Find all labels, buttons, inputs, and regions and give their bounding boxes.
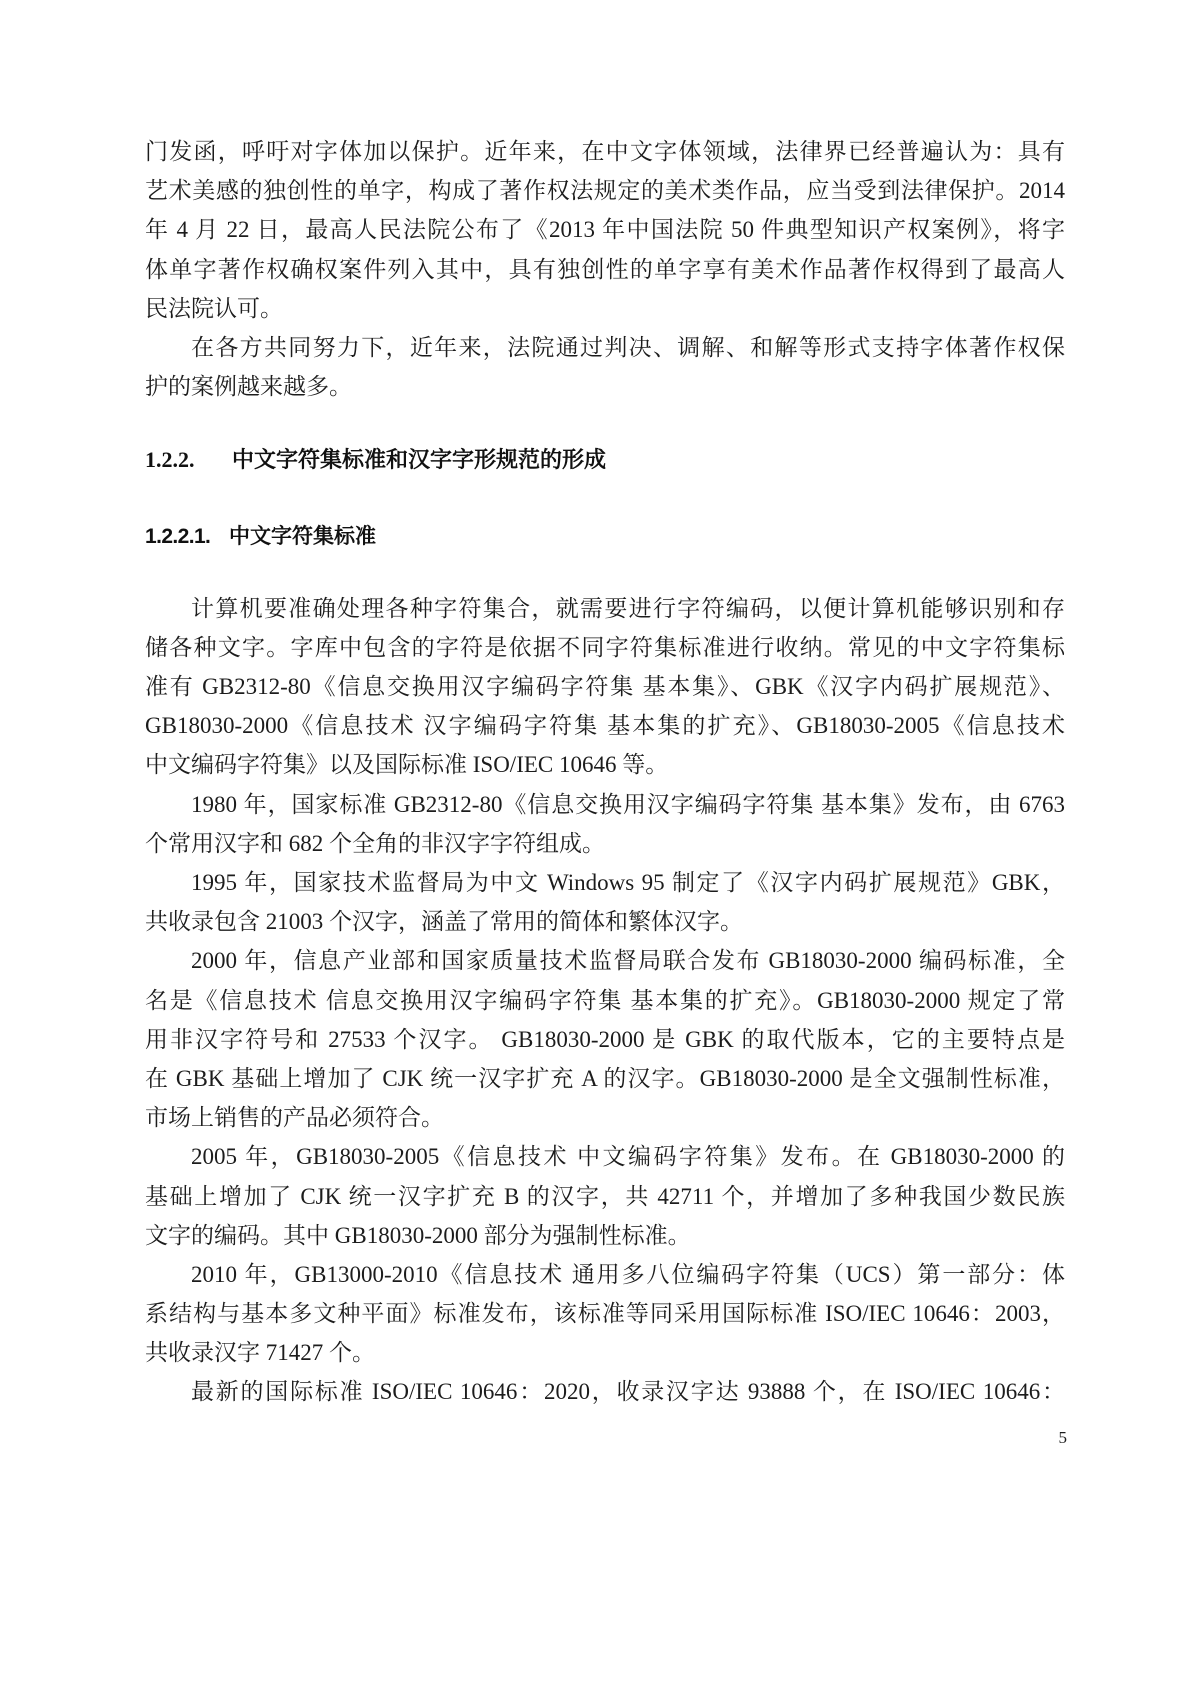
- subsection-heading: [145, 517, 1065, 556]
- paragraph-latest-standard: [145, 1372, 1065, 1411]
- text-line: 体单字著作权确权案件列入其中，具有独创性的单字享有美术作品著作权得到了最高人: [145, 256, 1065, 282]
- paragraph-1995: [145, 863, 1065, 941]
- text-line: 文字的编码。其中 GB18030-2000 部分为强制性标准。: [145, 1222, 691, 1248]
- text-line: 门发函，呼吁对字体加以保护。近年来，在中文字体领域，法律界已经普遍认为：具有: [145, 139, 1065, 164]
- text-line: 1995 年，国家技术监督局为中文 Windows 95 制定了《汉字内码扩展规范》GBK，: [191, 870, 1065, 895]
- text-line: 年 4 月 22 日，最高人民法院公布了《2013 年中国法院 50 件典型知识产权案例》，将字: [145, 217, 1065, 243]
- text-line: 1980 年，国家标准 GB2312-80《信息交换用汉字编码字符集 基本集》发布，由 6763: [191, 791, 1065, 817]
- section-title: 中文字符集标准和汉字字形规范的形成: [232, 447, 607, 473]
- text-line: 中文编码字符集》以及国际标准 ISO/IEC 10646 等。: [145, 752, 669, 778]
- text-line: 艺术美感的独创性的单字，构成了著作权法规定的美术类作品，应当受到法律保护。2014: [145, 178, 1065, 204]
- text-line: 2010 年，GB13000-2010《信息技术 通用多八位编码字符集（UCS）第一部分：体: [191, 1261, 1065, 1287]
- document-page-content: [145, 132, 1065, 1412]
- text-line: 民法院认可。: [145, 295, 283, 321]
- text-line: 2005 年，GB18030-2005《信息技术 中文编码字符集》发布。在 GB18030-2000 的: [191, 1144, 1065, 1170]
- page-number: 5: [1058, 1428, 1067, 1447]
- text-line: 在 GBK 基础上增加了 CJK 统一汉字扩充 A 的汉字。GB18030-2000 是全文强制性标准，: [145, 1065, 1065, 1091]
- paragraph-2005: [145, 1137, 1065, 1255]
- text-line: 基础上增加了 CJK 统一汉字扩充 B 的汉字，共 42711 个，并增加了多种我国少数民族: [145, 1183, 1065, 1209]
- paragraph-2000: [145, 941, 1065, 1137]
- text-line: 系结构与基本多文种平面》标准发布，该标准等同采用国际标准 ISO/IEC 10646：2003，: [145, 1301, 1065, 1327]
- text-line: 准有 GB2312-80《信息交换用汉字编码字符集 基本集》、GBK《汉字内码扩展规范》、: [145, 674, 1065, 700]
- text-line: 计算机要准确处理各种字符集合，就需要进行字符编码，以便计算机能够识别和存: [191, 595, 1065, 621]
- text-line: GB18030-2000《信息技术 汉字编码字符集 基本集的扩充》、GB18030-2005《信息技术: [145, 713, 1065, 739]
- text-line: 2000 年，信息产业部和国家质量技术监督局联合发布 GB18030-2000 编码标准，全: [191, 948, 1065, 974]
- text-line: 护的案例越来越多。: [145, 374, 352, 400]
- paragraph-font-protection: [145, 132, 1065, 328]
- subsection-title: 中文字符集标准: [229, 524, 376, 548]
- paragraph-1980: [145, 785, 1065, 863]
- text-line: 储各种文字。字库中包含的字符是依据不同字符集标准进行收纳。常见的中文字符集标: [145, 634, 1065, 660]
- text-line: 共收录汉字 71427 个。: [145, 1340, 375, 1366]
- paragraph-charset-overview: [145, 589, 1065, 785]
- text-line: 个常用汉字和 682 个全角的非汉字字符组成。: [145, 830, 605, 856]
- text-line: 名是《信息技术 信息交换用汉字编码字符集 基本集的扩充》。GB18030-2000 规定了常: [145, 987, 1065, 1013]
- subsection-number: 1.2.2.1.: [145, 524, 211, 548]
- section-heading: [145, 440, 1065, 479]
- text-line: 共收录包含 21003 个汉字，涵盖了常用的简体和繁体汉字。: [145, 909, 743, 935]
- section-number: 1.2.2.: [145, 447, 195, 473]
- text-line: 市场上销售的产品必须符合。: [145, 1105, 444, 1131]
- paragraph-court-cases: [145, 328, 1065, 406]
- text-line: 用非汉字符号和 27533 个汉字。 GB18030-2000 是 GBK 的取代版本，它的主要特点是: [145, 1026, 1065, 1052]
- text-line: 最新的国际标准 ISO/IEC 10646：2020，收录汉字达 93888 个，在 ISO/IEC 10646：: [191, 1379, 1065, 1405]
- paragraph-2010: [145, 1255, 1065, 1373]
- text-line: 在各方共同努力下，近年来，法院通过判决、调解、和解等形式支持字体著作权保: [191, 334, 1065, 360]
